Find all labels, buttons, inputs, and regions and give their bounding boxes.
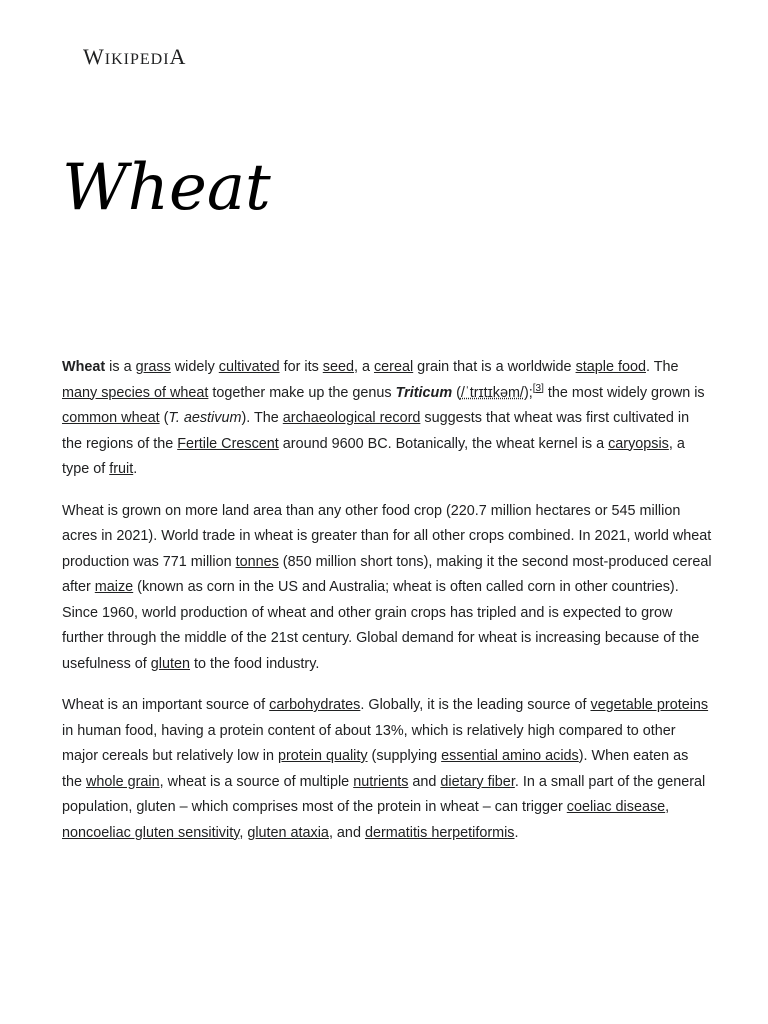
text: . <box>514 824 519 841</box>
text: is a <box>105 359 136 375</box>
text: for its <box>279 359 323 375</box>
link-species-of-wheat[interactable]: many species of wheat <box>62 384 209 401</box>
link-fertile-crescent[interactable]: Fertile Crescent <box>177 435 279 452</box>
text: together make up the genus <box>208 384 396 401</box>
text: . <box>133 461 138 477</box>
link-dietary-fiber[interactable]: dietary fiber <box>440 773 515 790</box>
text: , <box>239 824 248 841</box>
citation-link[interactable]: [3] <box>532 382 544 394</box>
text: ( <box>452 384 461 401</box>
text: Wheat is an important source of <box>62 697 270 713</box>
wikipedia-logo[interactable]: WIKIPEDIA <box>83 44 187 69</box>
text: ). When eaten as the <box>62 748 689 790</box>
link-cultivated[interactable]: cultivated <box>218 359 280 375</box>
link-seed[interactable]: seed <box>322 359 354 375</box>
text: around 9600 BC. Botanically, the wheat kernel is a <box>278 435 609 452</box>
link-tonnes[interactable]: tonnes <box>235 553 279 570</box>
paragraph-nutrition <box>62 693 712 846</box>
text: and <box>408 773 441 790</box>
text: ); <box>523 384 533 401</box>
article-body <box>62 355 712 862</box>
genus-name: Triticum <box>395 384 453 401</box>
bold-term: Wheat <box>62 359 106 375</box>
text: (supplying <box>367 748 442 764</box>
text: widely <box>170 359 219 375</box>
paragraph-production <box>62 499 712 678</box>
text: , and <box>328 824 365 841</box>
text: Wheat is grown on more land area than any other food crop (220.7 million hectares or 545 million acres in 2021). World trade in wheat is greater than for all other crops combined. In 2021, world wheat production was 771 million <box>62 502 712 570</box>
link-protein-quality[interactable]: protein quality <box>277 748 368 764</box>
text: . Globally, it is the leading source of <box>360 697 591 713</box>
link-nutrients[interactable]: nutrients <box>353 773 409 790</box>
link-common-wheat[interactable]: common wheat <box>62 410 160 426</box>
species-name: T. aestivum <box>168 410 242 426</box>
text: . The <box>645 359 679 375</box>
text: the most widely grown is <box>543 384 705 401</box>
link-vegetable-proteins[interactable]: vegetable proteins <box>590 697 709 713</box>
link-maize[interactable]: maize <box>94 579 134 595</box>
text: , a <box>353 359 374 375</box>
link-noncoeliac-gluten-sensitivity[interactable]: noncoeliac gluten sensitivity <box>62 824 240 841</box>
link-fruit[interactable]: fruit <box>109 461 134 477</box>
text: . In a small part of the general population, gluten – which comprises most of the protein in wheat – can trigger <box>62 773 706 815</box>
text: , wheat is a source of multiple <box>159 773 354 790</box>
link-coeliac-disease[interactable]: coeliac disease <box>566 799 666 815</box>
link-cereal[interactable]: cereal <box>373 359 414 375</box>
page-title: Wheat <box>62 151 271 225</box>
text: (850 million short tons), making it the second most-produced cereal after <box>62 553 712 595</box>
link-carbohydrates[interactable]: carbohydrates <box>269 697 361 713</box>
text: in human food, having a protein content of about 13%, which is relatively high compared to other major cereals but relatively low in <box>62 722 676 764</box>
text: , <box>665 799 670 815</box>
link-archaeological-record[interactable]: archaeological record <box>282 410 421 426</box>
link-caryopsis[interactable]: caryopsis <box>608 435 669 452</box>
paragraph-intro <box>62 355 712 483</box>
link-dermatitis-herpetiformis[interactable]: dermatitis herpetiformis <box>364 824 515 841</box>
link-grass[interactable]: grass <box>135 359 171 375</box>
text: grain that is a worldwide <box>413 359 576 375</box>
link-pronunciation[interactable]: /ˈtrɪtɪkəm/ <box>460 384 524 401</box>
text: ( <box>159 410 169 426</box>
link-staple-food[interactable]: staple food <box>575 359 646 375</box>
link-essential-amino-acids[interactable]: essential amino acids <box>441 748 579 764</box>
link-gluten-ataxia[interactable]: gluten ataxia <box>247 824 329 841</box>
text: to the food industry. <box>190 655 320 672</box>
text: , a type of <box>62 435 685 477</box>
link-gluten[interactable]: gluten <box>150 655 191 672</box>
text: ). The <box>241 410 283 426</box>
text: (known as corn in the US and Australia; wheat is often called corn in other countries). Since 1960, world production of wheat and other grain crops has tripled and is expected to grow further through the middle of the 21st century. Global demand for wheat is increasing because of the usefulness of <box>62 579 700 672</box>
link-whole-grain[interactable]: whole grain <box>86 773 160 790</box>
text: suggests that wheat was first cultivated in the regions of the <box>62 410 690 452</box>
